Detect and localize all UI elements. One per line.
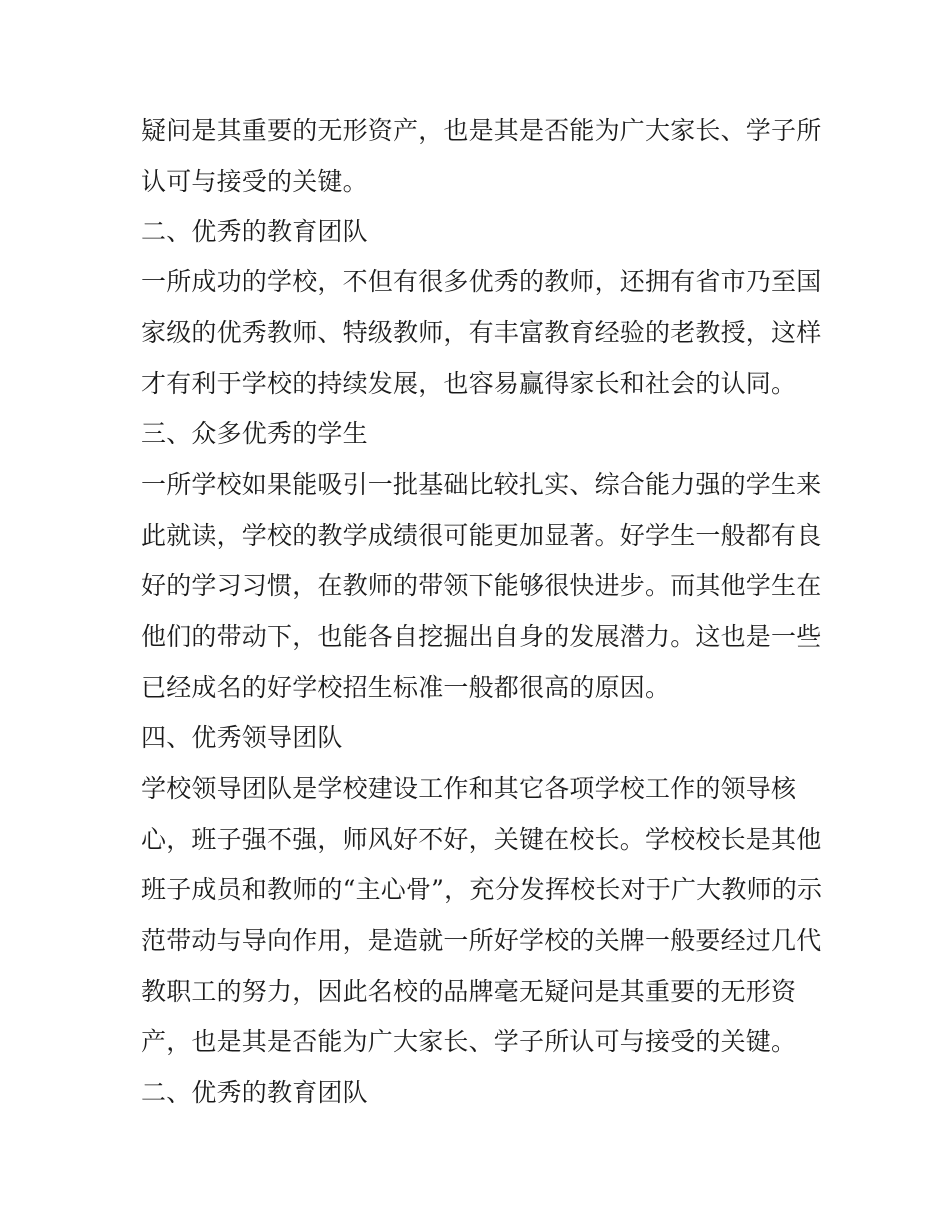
body-text-line: 学校领导团队是学校建设工作和其它各项学校工作的领导核 (141, 774, 797, 803)
body-text-line: 范带动与导向作用，是造就一所好学校的关牌一般要经过几代 (141, 926, 822, 955)
body-text-line: 他们的带动下，也能各自挖掘出自身的发展潜力。这也是一些 (141, 622, 822, 651)
body-text-line: 班子成员和教师的“主心骨”，充分发挥校长对于广大教师的示 (141, 875, 823, 904)
section-heading: 二、优秀的教育团队 (141, 217, 368, 246)
section-heading: 四、优秀领导团队 (141, 723, 343, 752)
body-text-line: 教职工的努力，因此名校的品牌毫无疑问是其重要的无形资 (141, 977, 797, 1006)
body-text-line: 心，班子强不强，师风好不好，关键在校长。学校校长是其他 (141, 825, 822, 854)
body-text-line: 产，也是其是否能为广大家长、学子所认可与接受的关键。 (141, 1027, 797, 1056)
body-text-line: 才有利于学校的持续发展，也容易赢得家长和社会的认同。 (141, 369, 797, 398)
body-text-line: 认可与接受的关键。 (141, 167, 368, 196)
section-heading: 三、众多优秀的学生 (141, 419, 368, 448)
body-text-line: 好的学习习惯，在教师的带领下能够很快进步。而其他学生在 (141, 571, 822, 600)
section-heading: 二、优秀的教育团队 (141, 1078, 368, 1107)
body-text-line: 此就读，学校的教学成绩很可能更加显著。好学生一般都有良 (141, 521, 822, 550)
body-text-line: 一所学校如果能吸引一批基础比较扎实、综合能力强的学生来 (141, 470, 822, 499)
body-text-line: 一所成功的学校，不但有很多优秀的教师，还拥有省市乃至国 (141, 267, 822, 296)
body-text-line: 疑问是其重要的无形资产，也是其是否能为广大家长、学子所 (141, 116, 822, 145)
body-text-line: 家级的优秀教师、特级教师，有丰富教育经验的老教授，这样 (141, 318, 822, 347)
body-text-line: 已经成名的好学校招生标准一般都很高的原因。 (141, 673, 671, 702)
